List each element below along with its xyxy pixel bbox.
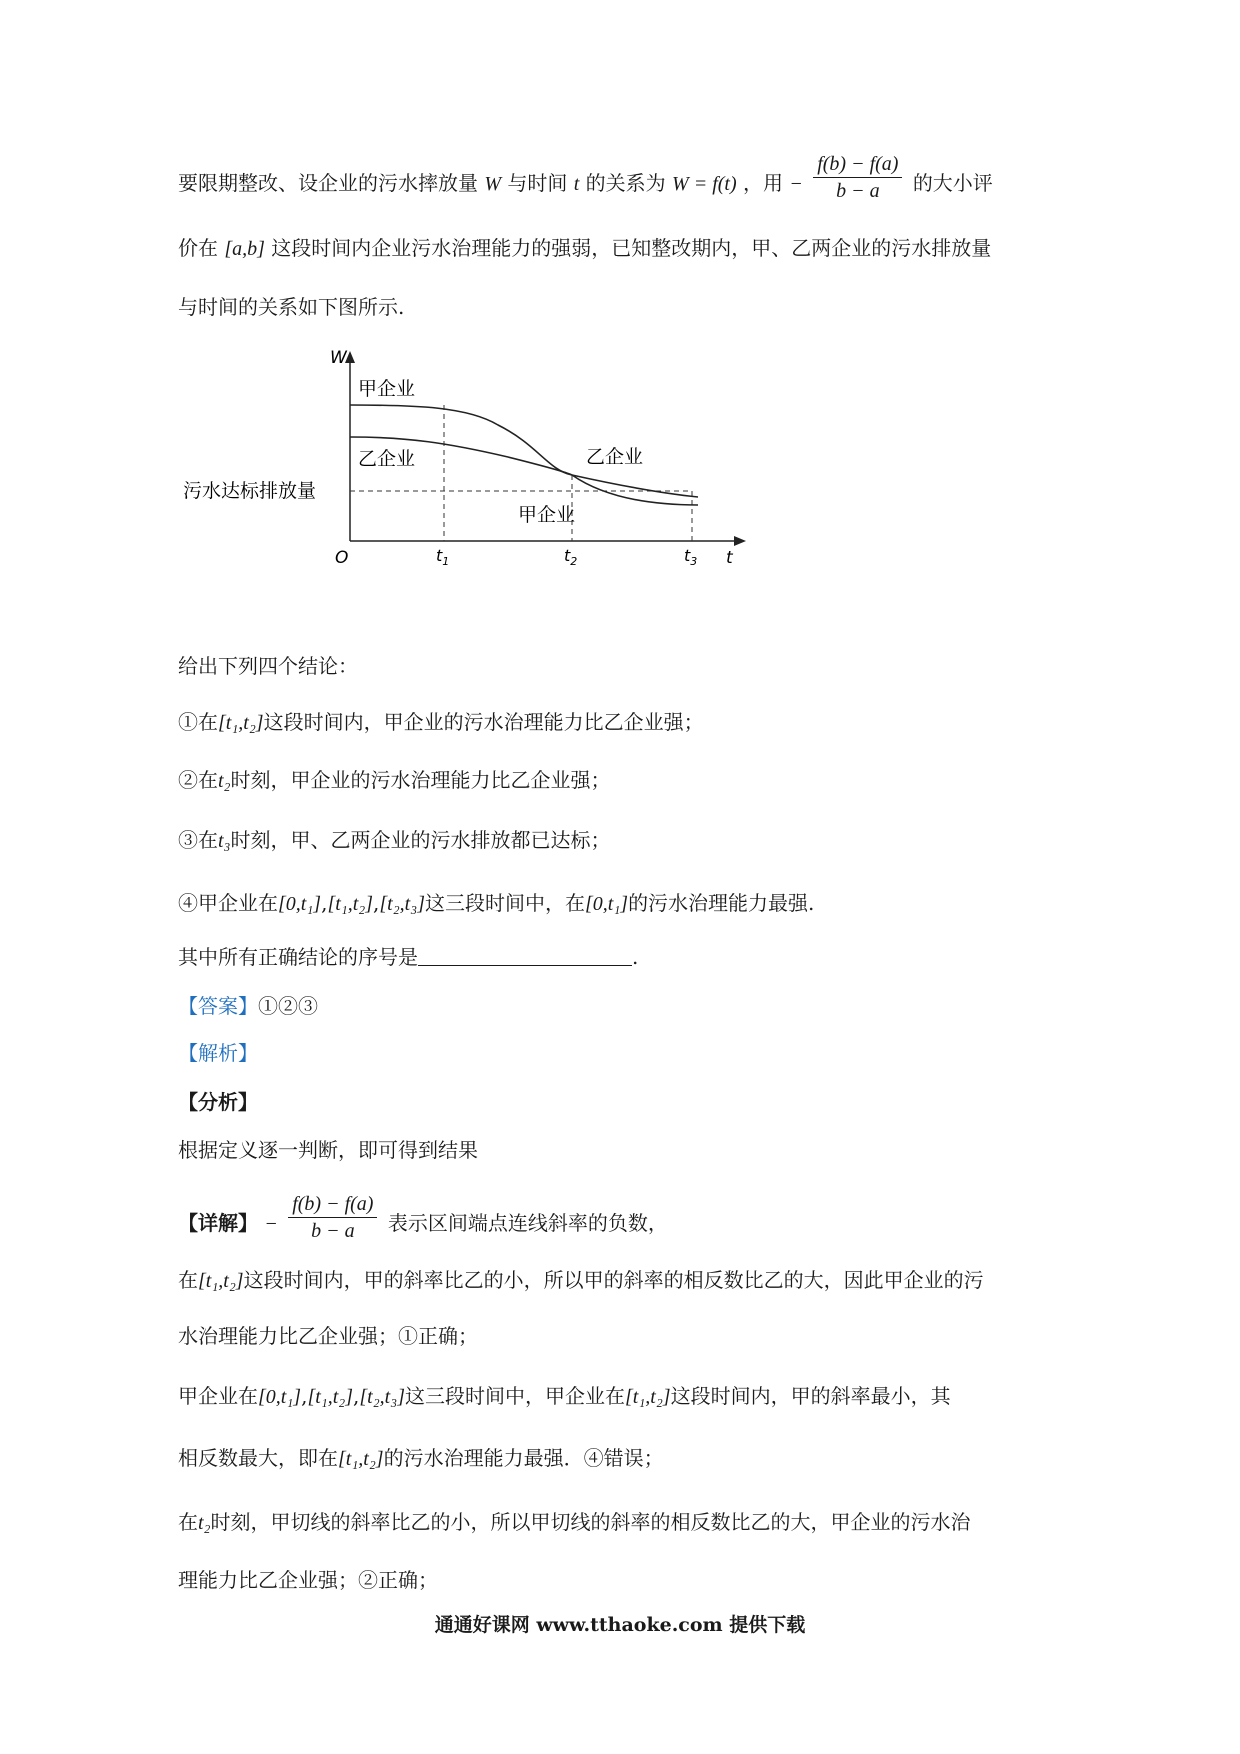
- footer: 通通好课网 www.tthaoke.com 提供下载: [434, 1614, 806, 1636]
- text: 的污水治理能力最强．④错误；: [383, 1446, 664, 1470]
- math-t2: t₂: [218, 770, 231, 792]
- chart-main: [178, 345, 778, 575]
- text: 与时间: [507, 171, 568, 195]
- detail-2a: [178, 1386, 951, 1407]
- text: 这三段时间中，甲企业在: [404, 1384, 625, 1408]
- x-axis-label: t: [726, 548, 733, 568]
- math-t3: t₃: [218, 830, 231, 852]
- text: 其中所有正确结论的序号是: [178, 945, 418, 969]
- math-interval: [0,t₁]: [278, 893, 322, 915]
- math-interval: [t₁,t₂]: [218, 712, 264, 734]
- detail-3a: [178, 1512, 971, 1533]
- text: ②在: [178, 768, 218, 792]
- answer-tag: 【答案】: [178, 994, 258, 1018]
- text: 时刻，甲切线的斜率比乙的小，所以甲切线的斜率的相反数比乙的大，甲企业的污水治: [210, 1510, 971, 1534]
- threshold-label: 污水达标排放量: [183, 480, 317, 502]
- fenxi-tag: 【分析】: [178, 1090, 258, 1114]
- text: 时刻，甲企业的污水治理能力比乙企业强；: [230, 768, 611, 792]
- text: 在: [178, 1268, 198, 1292]
- label-jia-top: 甲企业: [358, 378, 416, 400]
- text: 在: [178, 1510, 198, 1534]
- text: 这三段时间中，在: [424, 891, 585, 915]
- text: 的关系为: [585, 171, 666, 195]
- answer-line: [178, 996, 318, 1016]
- conclusion-4: [178, 893, 814, 914]
- para1-line1: [178, 153, 993, 202]
- math-interval: [t₁,t₂]: [198, 1270, 244, 1292]
- text: 相反数最大，即在: [178, 1446, 338, 1470]
- text: 表示区间端点连线斜率的负数，: [387, 1211, 668, 1235]
- sep: ,: [301, 1384, 308, 1408]
- origin-label: O: [335, 548, 349, 568]
- math-interval: [t₁,t₂]: [624, 1386, 671, 1408]
- text: 甲企业在: [178, 1384, 258, 1408]
- x-tick-t3: $t_3$: [684, 546, 698, 568]
- fraction: [813, 154, 902, 201]
- math-minus: −: [789, 173, 803, 195]
- math-interval: [0,t₁]: [584, 893, 629, 915]
- label-yi-left: 乙企业: [358, 448, 416, 470]
- math-interval: [t₂,t₃]: [379, 893, 425, 915]
- fraction-denominator: b − a: [836, 180, 880, 202]
- detail-3b: 理能力比乙企业强；②正确；: [178, 1568, 438, 1592]
- sep: ,: [373, 891, 380, 915]
- math-interval: [t₁,t₂]: [327, 893, 374, 915]
- text: 时刻，甲、乙两企业的污水排放都已达标；: [230, 828, 611, 852]
- text: ③在: [178, 828, 218, 852]
- text: 这段时间内企业污水治理能力的强弱，已知整改期内，甲、乙两企业的污水排放量: [271, 236, 992, 260]
- sep: ,: [321, 891, 328, 915]
- text: 的大小评: [912, 171, 993, 195]
- detail-2b: [178, 1448, 664, 1469]
- fraction: [288, 1194, 377, 1241]
- math-interval: [t₁,t₂]: [338, 1448, 384, 1470]
- text: ①在: [178, 710, 218, 734]
- answer-value: ①②③: [258, 994, 318, 1018]
- text: 这段时间内，甲的斜率比乙的小，所以甲的斜率的相反数比乙的大，因此甲企业的污: [243, 1268, 984, 1292]
- math-interval: [t₁,t₂]: [307, 1386, 354, 1408]
- x-tick-t1: $t_1$: [436, 546, 450, 568]
- text: ，用: [742, 171, 783, 195]
- detail-line: [178, 1193, 668, 1242]
- sep: ,: [353, 1384, 360, 1408]
- text: 的污水治理能力最强.: [628, 891, 815, 915]
- text: ④甲企业在: [178, 891, 278, 915]
- label-yi-right: 乙企业: [586, 446, 644, 468]
- math-interval: [t₂,t₃]: [359, 1386, 405, 1408]
- detail-1a: [178, 1270, 984, 1291]
- para1-line3: 与时间的关系如下图所示.: [178, 295, 405, 319]
- conclusion-1: [178, 712, 704, 733]
- fenxi-text: 根据定义逐一判断，即可得到结果: [178, 1138, 478, 1162]
- analysis-tag: 【解析】: [178, 1041, 258, 1065]
- x-tick-t2: $t_2$: [564, 546, 578, 568]
- conclusion-3: [178, 830, 611, 851]
- text: .: [632, 945, 639, 969]
- math-W: W: [484, 173, 502, 195]
- text: 要限期整改、设企业的污水摔放量: [178, 171, 478, 195]
- detail-1b: 水治理能力比乙企业强；①正确；: [178, 1324, 478, 1348]
- fraction-numerator: f(b) − f(a): [288, 1194, 377, 1218]
- question: [178, 947, 638, 967]
- fraction-denominator: b − a: [311, 1220, 355, 1242]
- detail-tag: 【详解】: [178, 1211, 258, 1235]
- fraction-numerator: f(b) − f(a): [813, 154, 902, 178]
- math-t2: t₂: [198, 1512, 211, 1534]
- math-W-eq: W = f(t): [672, 173, 737, 195]
- math-t: t: [573, 173, 580, 195]
- x-axis-arrow: [734, 536, 746, 546]
- math-interval: [a,b]: [224, 238, 265, 260]
- math-minus: −: [264, 1213, 278, 1235]
- para1-line2: [178, 238, 991, 259]
- text: 这段时间内，甲企业的污水治理能力比乙企业强；: [263, 710, 704, 734]
- conclusion-2: [178, 770, 611, 791]
- label-jia-bottom: 甲企业: [518, 504, 576, 526]
- math-interval: [0,t₁]: [258, 1386, 302, 1408]
- answer-blank: [418, 947, 632, 966]
- conclusions-intro: 给出下列四个结论：: [178, 654, 358, 678]
- text: 价在: [178, 236, 218, 260]
- text: 这段时间内，甲的斜率最小，其: [670, 1384, 951, 1408]
- y-axis-label: W: [330, 348, 347, 368]
